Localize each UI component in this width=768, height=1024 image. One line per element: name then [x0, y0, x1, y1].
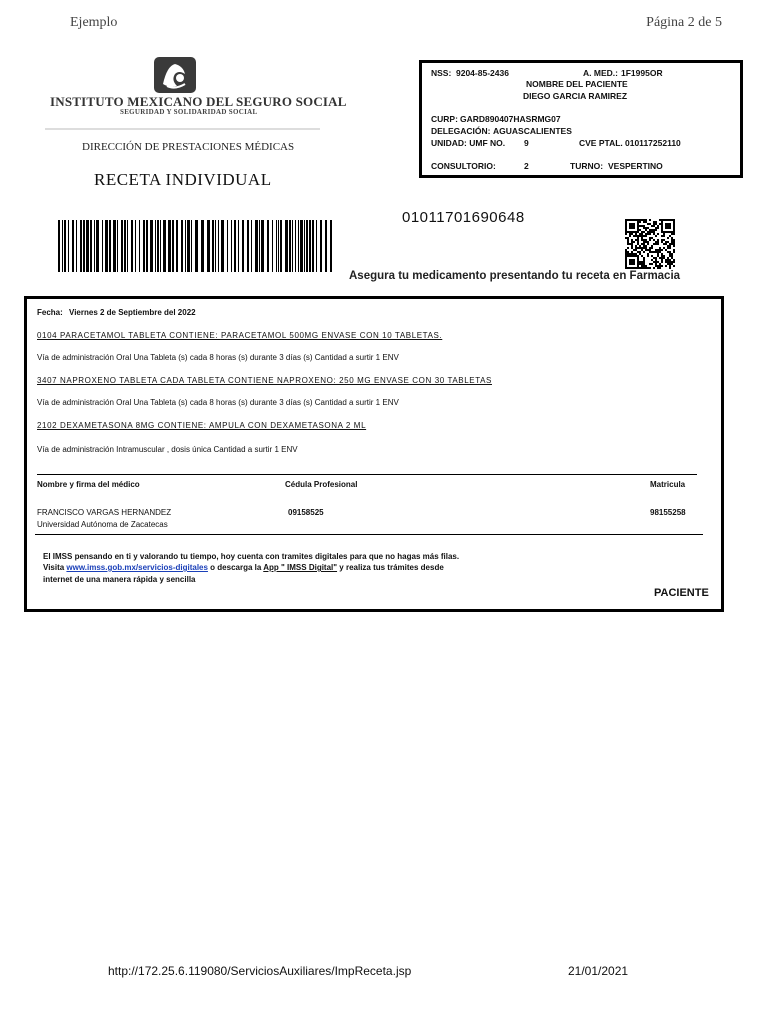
med-item-3: 2102 DEXAMETASONA 8MG CONTIENE: AMPULA CON DEXAMETASONA 2 ML: [37, 421, 367, 430]
patient-info-box: [419, 60, 743, 178]
consultorio-label: CONSULTORIO:: [431, 161, 496, 171]
footer-date: 21/01/2021: [568, 964, 629, 978]
med-item-2: 3407 NAPROXENO TABLETA CADA TABLETA CONTIENE NAPROXENO: 250 MG ENVASE CON 30 TABLETAS: [37, 376, 492, 385]
patient-name-label: NOMBRE DEL PACIENTE: [526, 79, 628, 89]
cedula-value: 09158525: [288, 508, 324, 517]
imss-logo-icon: [153, 56, 197, 94]
document-title: RECETA INDIVIDUAL: [94, 170, 272, 189]
med-instructions-3: Vía de administración Intramuscular , dosis única Cantidad a surtir 1 ENV: [37, 445, 298, 454]
amed-value: 1F1995OR: [621, 68, 663, 78]
nss-value: 9204-85-2436: [456, 68, 509, 78]
digital-notice-line1: El IMSS pensando en ti y valorando tu tiempo, hoy cuenta con tramites digitales para que no hagas más filas.: [43, 552, 460, 561]
cedula-label: Cédula Profesional: [285, 480, 358, 489]
prescription-date: Viernes 2 de Septiembre del 2022: [69, 308, 196, 317]
turno-value: VESPERTINO: [608, 161, 663, 171]
cve-label: CVE PTAL.: [579, 138, 623, 148]
digital-notice-line3: internet de una manera rápida y sencilla: [43, 575, 196, 584]
barcode-icon: [58, 220, 332, 272]
qr-code-icon: [624, 219, 676, 269]
delegacion-label: DELEGACIÓN:: [431, 126, 491, 136]
digital-visit-text: Visita: [43, 563, 67, 572]
digital-tail-text: y realiza tus trámites desde: [337, 563, 444, 572]
curp-value: GARD890407HASRMG07: [460, 114, 561, 124]
umf-label: UNIDAD: UMF NO.: [431, 138, 506, 148]
footer-divider: [35, 534, 703, 535]
consultorio-value: 2: [524, 161, 529, 171]
copy-label: PACIENTE: [654, 587, 709, 599]
med-item-1: 0104 PARACETAMOL TABLETA CONTIENE: PARACETAMOL 500MG ENVASE CON 10 TABLETAS.: [37, 331, 443, 340]
doctor-name-label: Nombre y firma del médico: [37, 480, 140, 489]
umf-value: 9: [524, 138, 529, 148]
digital-services-link[interactable]: www.imss.gob.mx/servicios-digitales: [66, 563, 208, 572]
footer-url: http://172.25.6.119080/ServiciosAuxiliares/ImpReceta.jsp: [108, 964, 412, 978]
digital-download-text: o descarga la: [207, 563, 264, 572]
imss-digital-app-link[interactable]: App " IMSS Digital": [263, 563, 338, 572]
amed-label: A. MED.:: [583, 68, 618, 78]
direction-label: DIRECCIÓN DE PRESTACIONES MÉDICAS: [82, 141, 295, 153]
delegacion-value: AGUASCALIENTES: [493, 126, 572, 136]
med-instructions-2: Vía de administración Oral Una Tableta (s) cada 8 horas (s) durante 3 días (s) Cantidad a surtir 1 ENV: [37, 398, 399, 407]
institution-name: INSTITUTO MEXICANO DEL SEGURO SOCIAL: [50, 94, 347, 109]
turno-label: TURNO:: [570, 161, 604, 171]
cve-value: 010117252110: [625, 138, 681, 148]
folio-number: 01011701690648: [402, 209, 525, 226]
page-number: Página 2 de 5: [646, 15, 722, 30]
doctor-university: Universidad Autónoma de Zacatecas: [37, 520, 168, 529]
matricula-value: 98155258: [650, 508, 686, 517]
matricula-label: Matricula: [650, 480, 686, 489]
nss-label: NSS:: [431, 68, 452, 78]
digital-notice-line2: [43, 563, 444, 572]
curp-label: CURP:: [431, 114, 458, 124]
page-header-left: Ejemplo: [70, 15, 118, 30]
signature-divider: [37, 474, 697, 475]
doctor-name: FRANCISCO VARGAS HERNANDEZ: [37, 508, 172, 517]
patient-name: DIEGO GARCIA RAMIREZ: [523, 91, 628, 101]
prescription-box: [24, 296, 724, 612]
pharmacy-notice: Asegura tu medicamento presentando tu receta en Farmacia: [349, 270, 681, 282]
institution-subtitle: SEGURIDAD Y SOLIDARIDAD SOCIAL: [120, 108, 258, 116]
header-divider: [45, 128, 320, 130]
date-label: Fecha:: [37, 308, 63, 317]
med-instructions-1: Vía de administración Oral Una Tableta (s) cada 8 horas (s) durante 3 días (s) Cantidad a surtir 1 ENV: [37, 353, 399, 362]
